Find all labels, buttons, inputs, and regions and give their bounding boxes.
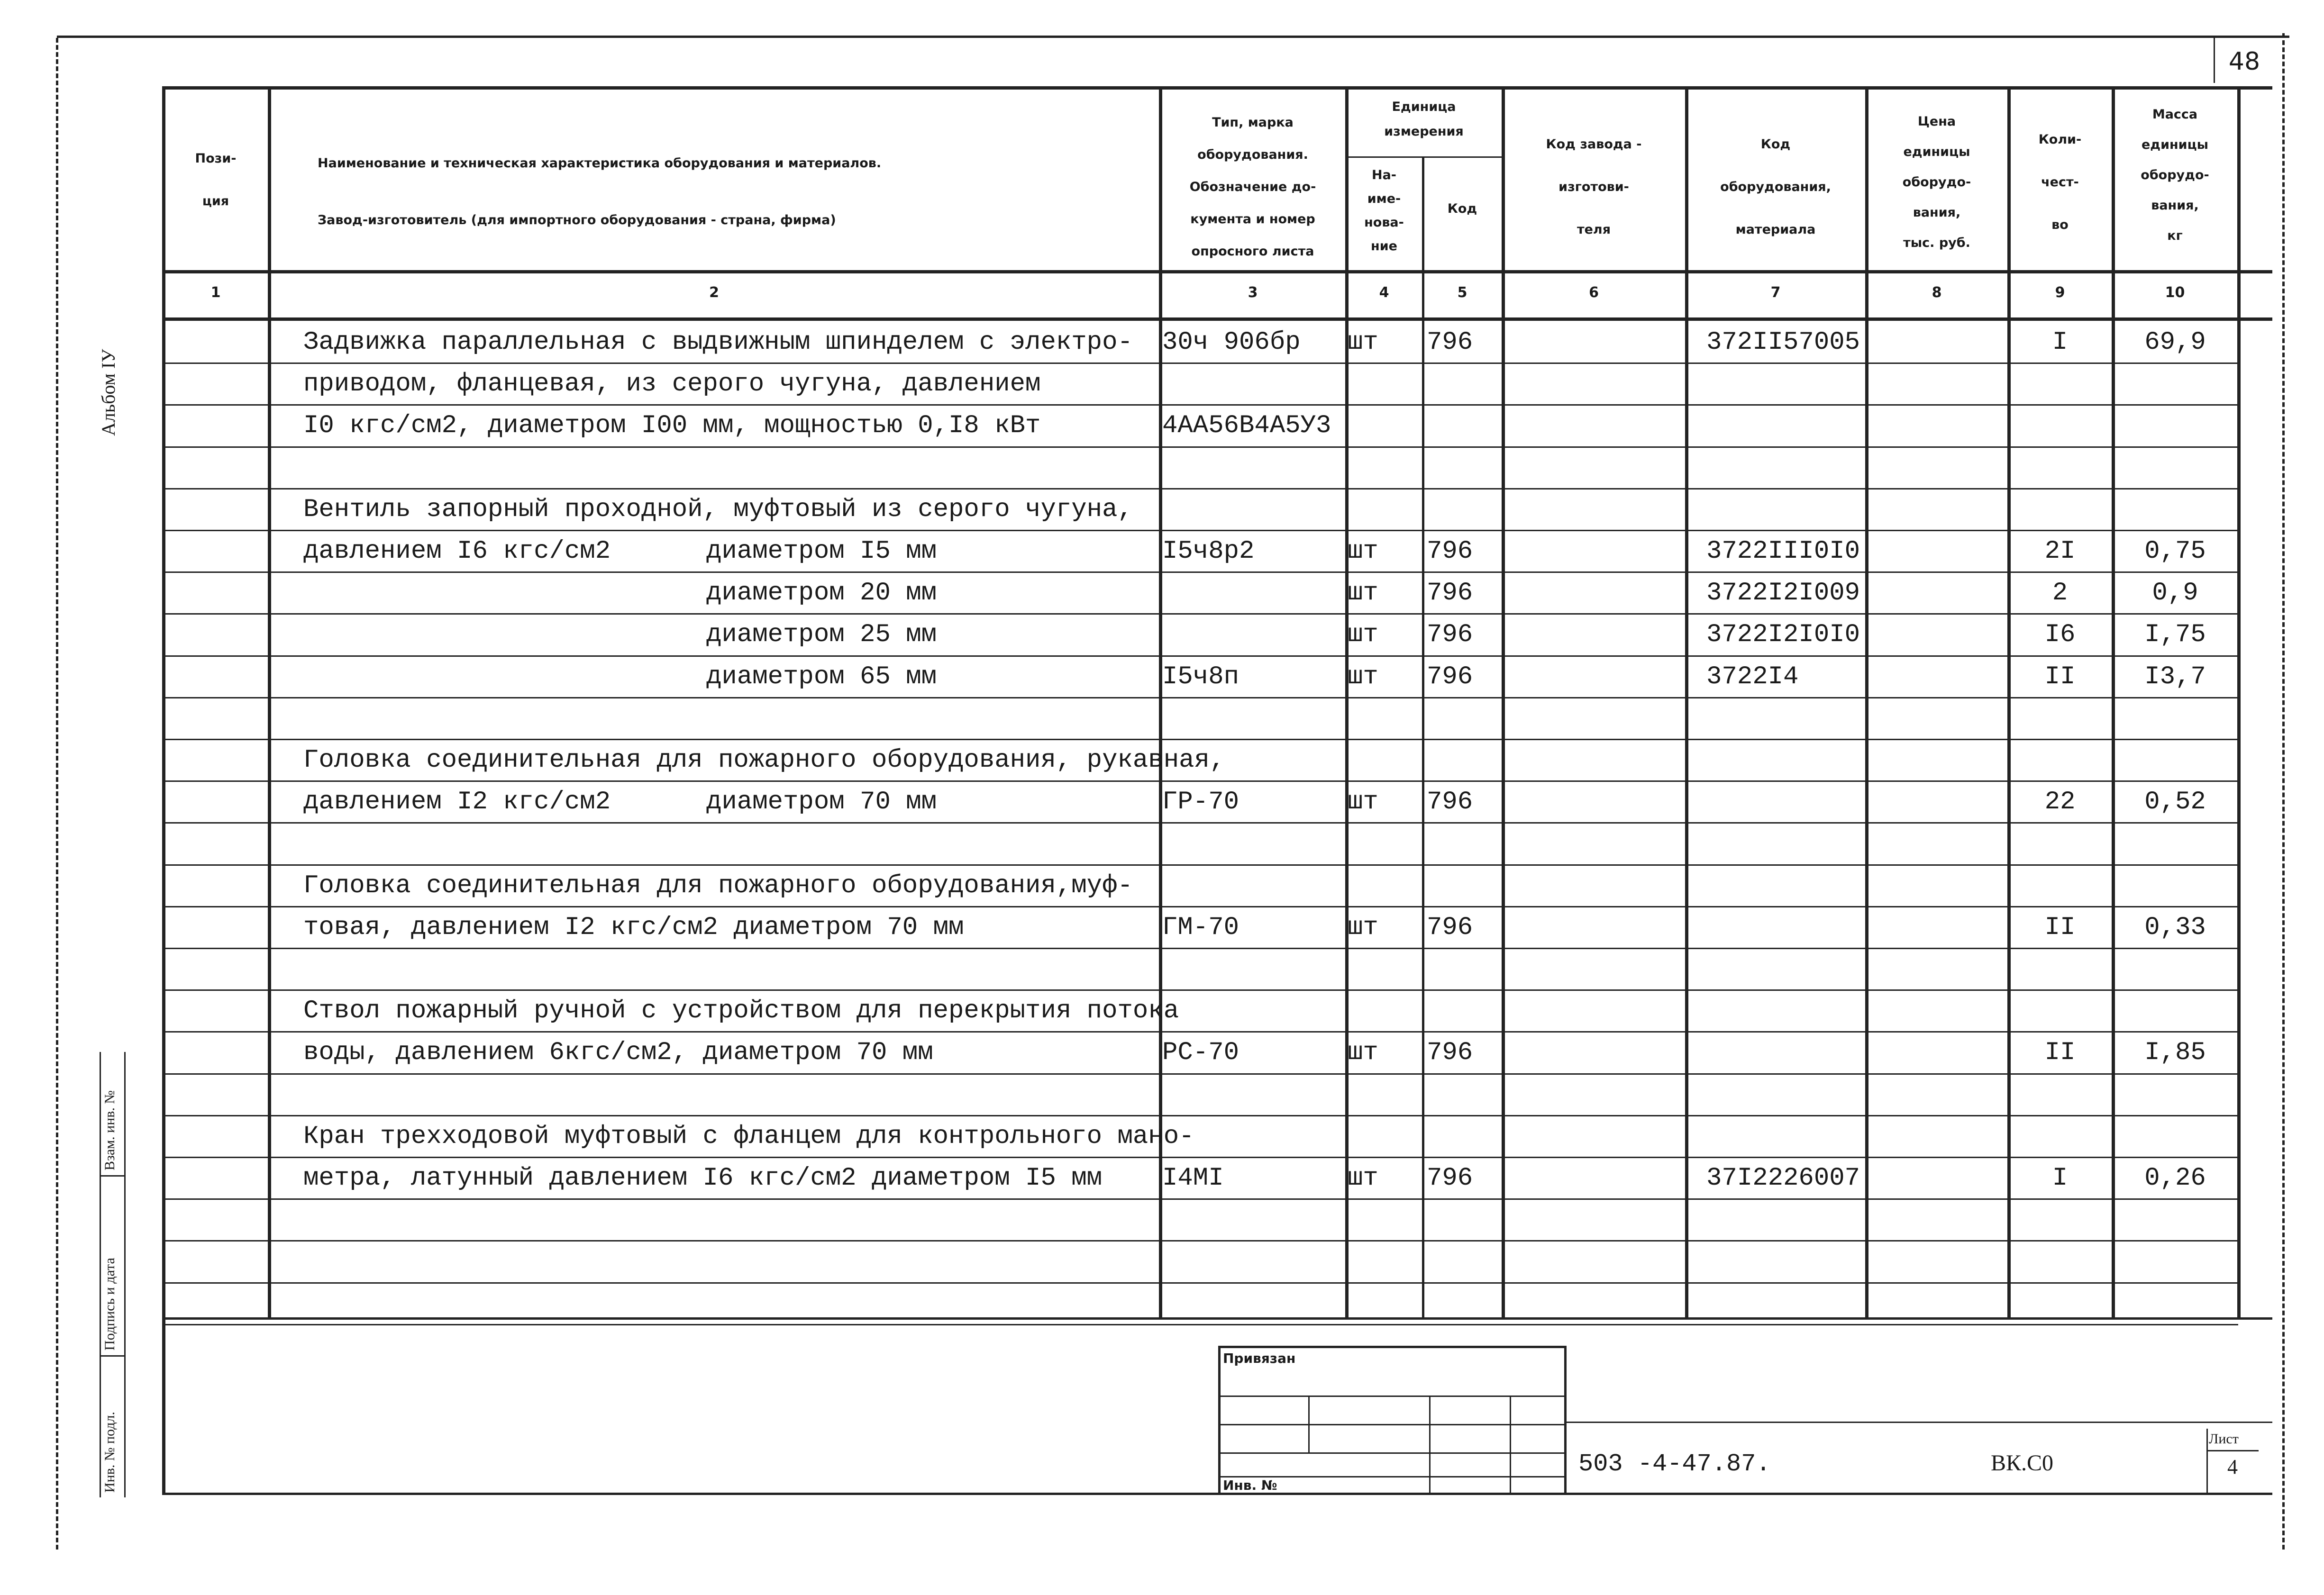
row-divider [162,446,2238,448]
cell-unit_code: 796 [1427,788,1473,816]
side-stamp-label-2: Подпись и дата [102,1258,118,1350]
cell-unit: шт [1348,788,1378,816]
header-col6: Код завода - изготови- теля [1546,137,1642,237]
stamp-row1 [1218,1396,1564,1397]
header-col9: Коли- чест- во [2038,132,2082,232]
sheet-number: 4 [2227,1455,2238,1478]
row-divider [162,948,2238,949]
table-bottom-border [162,1317,2272,1320]
header-unit-group: Единица измерения [1384,100,1464,139]
cell-mass: 69,9 [2144,328,2206,357]
row-divider [162,488,2238,489]
left-cut-line [56,38,58,1550]
cell-code: 3722III0I0 [1706,537,1860,566]
title-block-top [1564,1422,2272,1423]
header-col8: Цена единицы оборудо- вания, тыс. руб. [1902,114,1971,250]
cell-type: ГМ-70 [1162,913,1239,942]
cell-mass: I,85 [2144,1038,2206,1067]
cell-dia: диаметром 20 мм [706,579,937,607]
colnum-8: 8 [1932,284,1942,301]
col-line-3 [1345,86,1349,1317]
cell-dia: диаметром 25 мм [706,620,937,649]
cell-unit: шт [1348,913,1378,942]
cell-unit_code: 796 [1427,662,1473,691]
row-divider [162,1198,2238,1200]
cell-qty: I [2052,328,2068,357]
cell-qty: 22 [2044,788,2076,816]
cell-mass: 0,26 [2144,1164,2206,1193]
col-line-1 [268,86,271,1317]
cell-code: 3722I4 [1706,662,1799,691]
sheet-label: Лист [2209,1431,2239,1447]
cell-qty: I [2052,1164,2068,1193]
stamp-inv-no: Инв. № [1223,1477,1277,1493]
side-stamp-left [100,1052,101,1497]
stamp-col1 [1308,1396,1310,1452]
col-line-8 [2007,86,2011,1317]
cell-name: метра, латунный давлением I6 кгс/см2 диаметром I5 мм [303,1164,1103,1193]
header-col10: Масса единицы оборудо- вания, кг [2141,107,2209,243]
side-stamp-label-3: Взам. инв. № [102,1090,118,1170]
row-divider [162,822,2238,824]
row-divider [162,613,2238,615]
cell-qty: II [2044,1038,2076,1067]
colnum-1: 1 [210,284,221,301]
sheet-bottom-border [162,1493,2272,1495]
row-divider [162,780,2238,782]
col-line-6 [1685,86,1688,1317]
cell-qty: II [2044,662,2076,691]
row-divider [162,864,2238,866]
cell-unit: шт [1348,1164,1378,1193]
cell-type: РС-70 [1162,1038,1239,1067]
right-cut-line [2282,33,2285,1550]
row-divider [162,1240,2238,1242]
header-bottom-border [162,270,2272,273]
column-numbers-bottom-border [162,317,2272,321]
cell-unit: шт [1348,537,1378,566]
row-divider [162,739,2238,740]
row-divider [162,530,2238,531]
sheet-box-left [2206,1429,2208,1493]
cell-mass: 0,52 [2144,788,2206,816]
colnum-7: 7 [1770,284,1781,301]
cell-qty: 2I [2044,537,2076,566]
cell-code: 37I2226007 [1706,1164,1860,1193]
cell-type: 4АА56В4А5У3 [1162,411,1331,440]
cell-code: 3722I2I0I0 [1706,620,1860,649]
cell-qty: I6 [2044,620,2076,649]
top-border [57,36,2289,38]
cell-code: 372II57005 [1706,328,1860,357]
cell-name: Задвижка параллельная с выдвижным шпинделем с электро- [303,328,1133,357]
row-divider [162,655,2238,657]
cell-name: давлением I2 кгс/см2 [303,788,611,816]
cell-mass: I3,7 [2144,662,2206,691]
header-col2: Наименование и техническая характеристика оборудования и материалов. Завод-изготовитель (для импортного оборудования - страна, фирма) [318,156,882,227]
stamp-right [1564,1346,1567,1493]
cell-unit: шт [1348,620,1378,649]
unit-group-divider [1345,156,1502,158]
colnum-6: 6 [1589,284,1599,301]
cell-qty: 2 [2052,579,2068,607]
cell-unit_code: 796 [1427,620,1473,649]
header-col1: Пози- ция [195,151,237,208]
cell-name: давлением I6 кгс/см2 [303,537,611,566]
row-divider [162,571,2238,573]
row-divider [162,1157,2238,1158]
colnum-5: 5 [1457,284,1467,301]
row-divider [162,404,2238,406]
cell-unit_code: 796 [1427,537,1473,566]
row-divider [162,1073,2238,1075]
row-divider [162,906,2238,907]
cell-name: Вентиль запорный проходной, муфтовый из серого чугуна, [303,495,1133,524]
cell-mass: 0,33 [2144,913,2206,942]
cell-name: Ствол пожарный ручной с устройством для перекрытия потока [303,997,1179,1025]
sheet-box-divider [2206,1450,2259,1451]
cell-type: I5ч8п [1162,662,1239,691]
stamp-col3 [1510,1396,1511,1493]
cell-name: I0 кгс/см2, диаметром I00 мм, мощностью 0,I8 кВт [303,411,1041,440]
cell-unit_code: 796 [1427,1164,1473,1193]
cell-mass: 0,9 [2152,579,2198,607]
stamp-col2 [1429,1396,1431,1493]
header-col7: Код оборудования, материала [1720,137,1831,237]
cell-unit_code: 796 [1427,579,1473,607]
cell-mass: I,75 [2144,620,2206,649]
cell-type: I5ч8р2 [1162,537,1255,566]
cell-type: 30ч 906бр [1162,328,1301,357]
row-divider [162,989,2238,991]
stamp-top [1218,1346,1564,1348]
side-stamp-div2 [100,1355,126,1357]
page-number: 48 [2228,47,2260,76]
side-stamp-div1 [100,1175,126,1177]
colnum-9: 9 [2055,284,2065,301]
stamp-row3 [1218,1452,1564,1454]
stamp-left [1218,1346,1221,1493]
cell-type: ГР-70 [1162,788,1239,816]
stamp-privyazan: Привязан [1223,1350,1296,1366]
cell-unit_code: 796 [1427,913,1473,942]
cell-qty: II [2044,913,2076,942]
row-divider [162,697,2238,698]
row-divider [162,1324,2238,1325]
stamp-row2 [1218,1424,1564,1425]
header-col3: Тип, марка оборудования. Обозначение до- кумента и номер опросного листа [1189,115,1316,259]
cell-unit_code: 796 [1427,328,1473,357]
colnum-10: 10 [2165,284,2185,301]
col-line-5 [1502,86,1505,1317]
cell-unit: шт [1348,1038,1378,1067]
col-line-7 [1865,86,1868,1317]
row-divider [162,362,2238,364]
cell-name: приводом, фланцевая, из серого чугуна, давлением [303,370,1041,399]
document-code: 503 -4-47.87. [1578,1450,1771,1478]
page-number-box-left [2214,36,2215,83]
header-col5: Код [1447,201,1477,216]
cell-mass: 0,75 [2144,537,2206,566]
section-code: ВК.С0 [1991,1450,2054,1476]
side-album-label: Альбом IУ [98,349,119,436]
cell-unit_code: 796 [1427,1038,1473,1067]
cell-name: воды, давлением 6кгс/см2, диаметром 70 мм [303,1038,933,1067]
cell-unit: шт [1348,328,1378,357]
cell-name: Кран трехходовой муфтовый с фланцем для контрольного мано- [303,1122,1194,1151]
colnum-4: 4 [1379,284,1389,301]
cell-unit: шт [1348,579,1378,607]
header-col4: На- име- нова- ние [1364,168,1404,254]
row-divider [162,1031,2238,1033]
colnum-2: 2 [709,284,719,301]
cell-unit: шт [1348,662,1378,691]
cell-dia: диаметром I5 мм [706,537,937,566]
cell-code: 3722I2I009 [1706,579,1860,607]
col-line-9 [2112,86,2115,1317]
cell-type: I4МI [1162,1164,1224,1193]
side-stamp-label-1: Инв. № подл. [102,1412,118,1493]
col-line-10 [2237,86,2241,1317]
cell-name: Головка соединительная для пожарного оборудования,муф- [303,871,1133,900]
row-divider [162,1282,2238,1284]
cell-name: Головка соединительная для пожарного оборудования, рукавная, [303,746,1225,775]
cell-name: товая, давлением I2 кгс/см2 диаметром 70 мм [303,913,964,942]
side-stamp-right [124,1052,126,1497]
col-line-4 [1422,156,1424,1317]
colnum-3: 3 [1248,284,1258,301]
cell-dia: диаметром 70 мм [706,788,937,816]
cell-dia: диаметром 65 мм [706,662,937,691]
row-divider [162,1115,2238,1116]
table-top-border [162,86,2272,90]
